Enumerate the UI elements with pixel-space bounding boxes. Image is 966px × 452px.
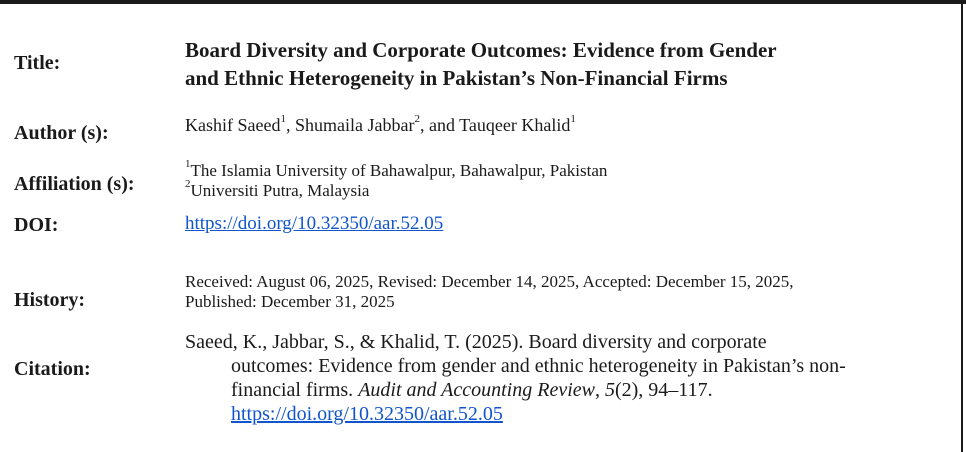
affiliation-label: Affiliation (s):	[14, 173, 135, 195]
doi-value	[185, 213, 443, 235]
top-border-rule	[0, 0, 966, 4]
author-name: Kashif Saeed	[185, 115, 281, 135]
author-list	[185, 114, 576, 136]
citation-text	[185, 330, 846, 426]
journal-volume: 5	[604, 379, 615, 401]
citation-line-1: Saeed, K., Jabbar, S., & Khalid, T. (2025). Board diversity and corporate	[185, 331, 767, 353]
affiliation-marker: 2	[185, 178, 191, 191]
affiliation-marker: 1	[185, 158, 191, 171]
citation-label: Citation:	[14, 358, 91, 380]
doi-label: DOI:	[14, 214, 59, 236]
affiliation-item	[185, 178, 607, 201]
citation-doi-link[interactable]: https://doi.org/10.32350/aar.52.05	[231, 403, 503, 425]
affiliation-text: Universiti Putra, Malaysia	[190, 181, 370, 200]
article-title	[185, 36, 777, 92]
author-affiliation-marker: 1	[280, 113, 286, 125]
affiliation-list	[185, 158, 608, 201]
authors-label: Author (s):	[14, 122, 109, 144]
history-line-1: Received: August 06, 2025, Revised: December 14, 2025, Accepted: December 15, 2025,	[185, 272, 794, 291]
author-affiliation-marker: 2	[414, 113, 420, 125]
title-label: Title:	[14, 52, 61, 74]
history-label: History:	[14, 289, 86, 311]
author-separator: , and	[419, 115, 460, 135]
affiliation-text: The Islamia University of Bahawalpur, Bahawalpur, Pakistan	[190, 161, 608, 180]
citation-line-2: outcomes: Evidence from gender and ethnic heterogeneity in Pakistan’s non-	[231, 355, 846, 377]
citation-pages: (2), 94–117.	[614, 379, 713, 401]
author-separator: ,	[285, 115, 295, 135]
author-name: Tauqeer Khalid	[459, 115, 571, 135]
citation-line-4	[185, 402, 846, 426]
right-border-rule	[961, 0, 963, 452]
citation-separator: ,	[594, 379, 605, 401]
author-affiliation-marker: 1	[570, 113, 576, 125]
citation-line-3-text: financial firms.	[231, 379, 359, 401]
history-line-2: Published: December 31, 2025	[185, 292, 395, 311]
author-name: Shumaila Jabbar	[294, 115, 415, 135]
article-title-line-1: Board Diversity and Corporate Outcomes: Evidence from Gender	[185, 38, 777, 62]
history-value	[185, 272, 794, 312]
article-title-line-2: and Ethnic Heterogeneity in Pakistan’s Non-Financial Firms	[185, 66, 728, 90]
affiliation-item	[185, 158, 608, 181]
citation-line-3	[185, 378, 846, 402]
doi-link[interactable]: https://doi.org/10.32350/aar.52.05	[185, 213, 444, 234]
journal-name: Audit and Accounting Review	[358, 379, 595, 401]
